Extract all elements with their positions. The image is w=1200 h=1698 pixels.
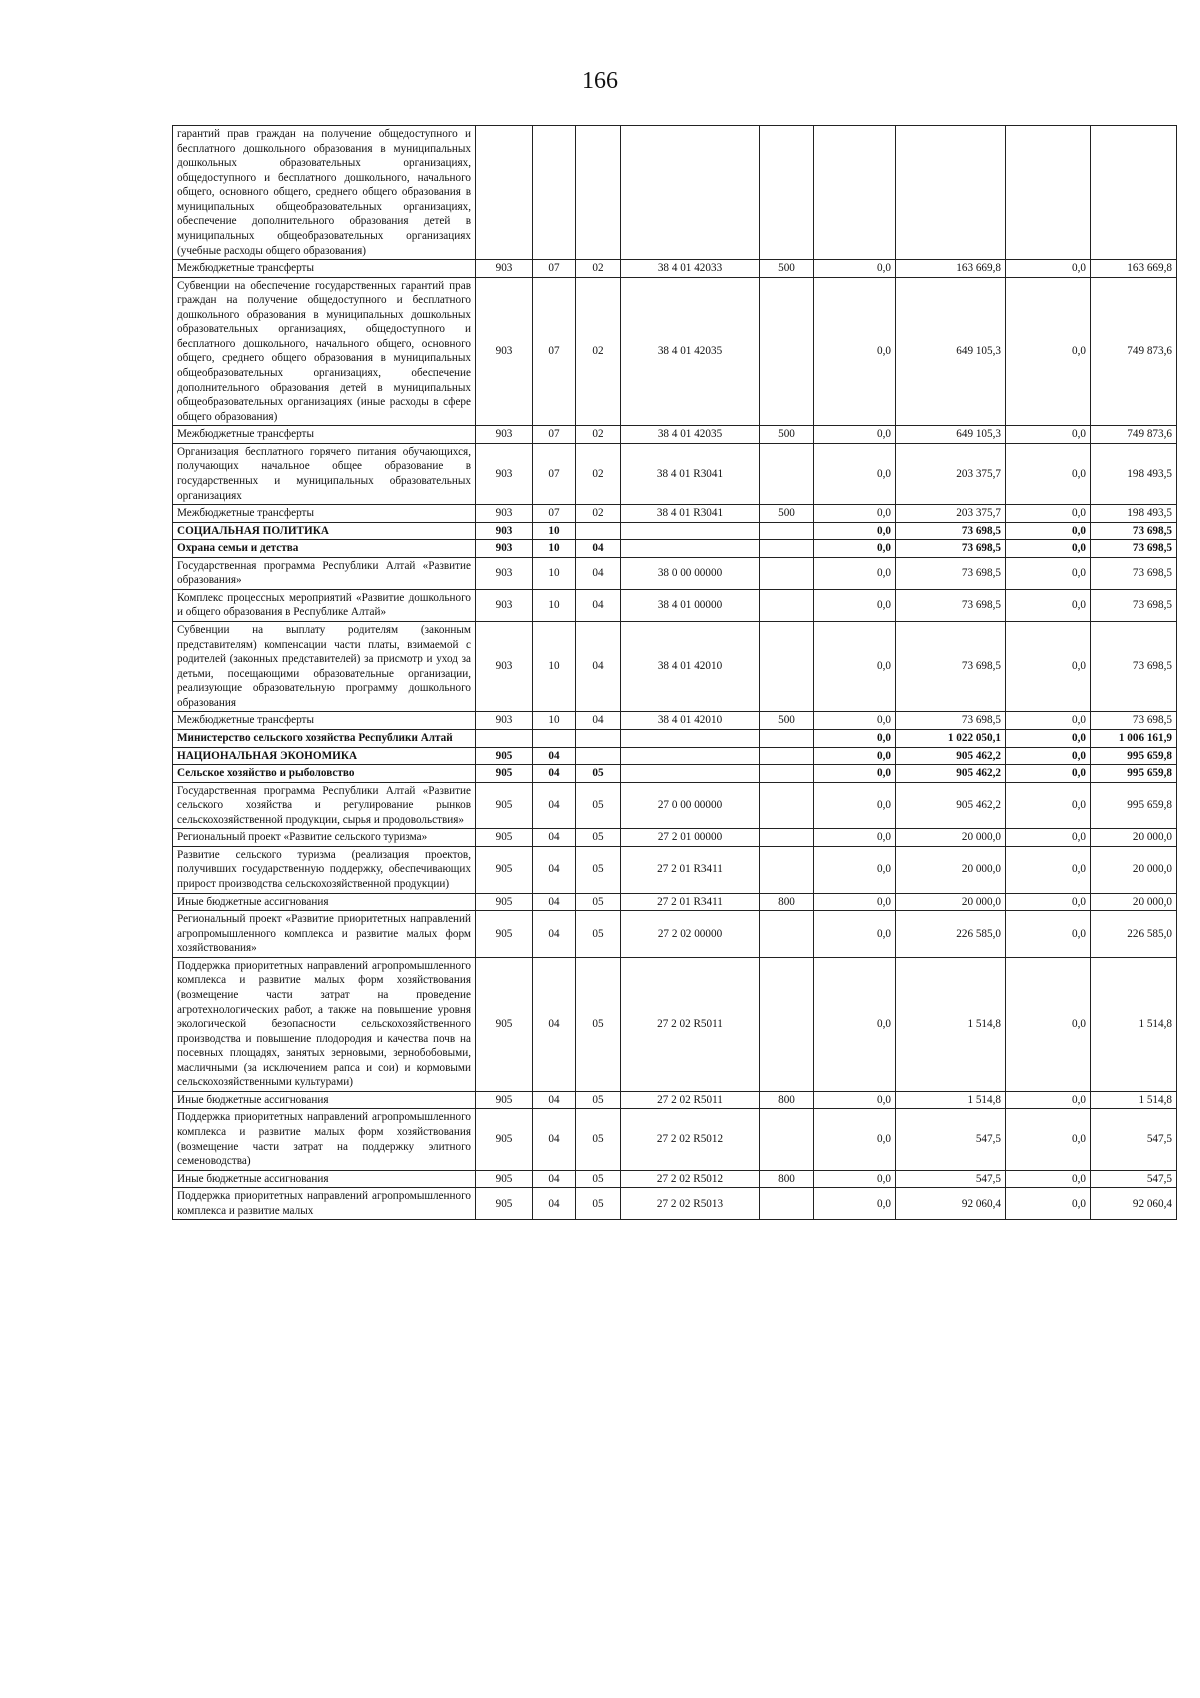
subsection-code-cell [576, 747, 621, 765]
amount-cell-1: 0,0 [814, 1109, 896, 1170]
section-code-cell: 07 [533, 260, 576, 278]
subsection-code-cell: 05 [576, 1109, 621, 1170]
expense-type-cell [760, 911, 814, 958]
amount-cell-4: 20 000,0 [1091, 846, 1177, 893]
amount-cell-4: 92 060,4 [1091, 1188, 1177, 1220]
amount-cell-2: 73 698,5 [896, 589, 1006, 621]
amount-cell-2: 73 698,5 [896, 622, 1006, 712]
target-article-cell: 38 4 01 42035 [621, 426, 760, 444]
section-code-cell: 04 [533, 957, 576, 1091]
expense-type-cell [760, 277, 814, 426]
row-name-cell: Иные бюджетные ассигнования [173, 893, 476, 911]
subsection-code-cell: 05 [576, 1091, 621, 1109]
target-article-cell [621, 522, 760, 540]
amount-cell-1: 0,0 [814, 557, 896, 589]
amount-cell-3: 0,0 [1006, 765, 1091, 783]
amount-cell-4: 73 698,5 [1091, 622, 1177, 712]
ministry-code-cell: 905 [476, 957, 533, 1091]
amount-cell-4: 20 000,0 [1091, 893, 1177, 911]
section-code-cell: 04 [533, 911, 576, 958]
expense-type-cell: 500 [760, 260, 814, 278]
amount-cell-4: 1 514,8 [1091, 1091, 1177, 1109]
subsection-code-cell [576, 729, 621, 747]
ministry-code-cell: 905 [476, 1170, 533, 1188]
target-article-cell [621, 747, 760, 765]
table-row [173, 911, 1177, 958]
row-name-cell: Региональный проект «Развитие приоритетных направлений агропромышленного комплекса и развитие малых форм хозяйствования» [173, 911, 476, 958]
amount-cell-4: 20 000,0 [1091, 829, 1177, 847]
row-name-cell: Организация бесплатного горячего питания обучающихся, получающих начальное общее образование в государственных и муниципальных образовательных организациях [173, 443, 476, 504]
amount-cell-4: 226 585,0 [1091, 911, 1177, 958]
target-article-cell: 27 2 02 R5012 [621, 1170, 760, 1188]
section-code-cell: 10 [533, 522, 576, 540]
table-row [173, 747, 1177, 765]
expense-type-cell: 500 [760, 426, 814, 444]
section-code-cell: 04 [533, 893, 576, 911]
row-name-cell: Иные бюджетные ассигнования [173, 1091, 476, 1109]
expense-type-cell [760, 126, 814, 260]
ministry-code-cell: 905 [476, 747, 533, 765]
ministry-code-cell: 903 [476, 505, 533, 523]
expense-type-cell [760, 829, 814, 847]
amount-cell-3 [1006, 126, 1091, 260]
amount-cell-4 [1091, 126, 1177, 260]
amount-cell-1: 0,0 [814, 622, 896, 712]
amount-cell-2: 92 060,4 [896, 1188, 1006, 1220]
amount-cell-2: 905 462,2 [896, 782, 1006, 829]
section-code-cell: 04 [533, 747, 576, 765]
row-name-cell: Межбюджетные трансферты [173, 505, 476, 523]
table-row [173, 846, 1177, 893]
subsection-code-cell: 04 [576, 557, 621, 589]
page-number: 166 [582, 68, 618, 94]
amount-cell-1: 0,0 [814, 589, 896, 621]
subsection-code-cell [576, 126, 621, 260]
amount-cell-3: 0,0 [1006, 782, 1091, 829]
amount-cell-4: 73 698,5 [1091, 589, 1177, 621]
amount-cell-1: 0,0 [814, 712, 896, 730]
amount-cell-2: 649 105,3 [896, 426, 1006, 444]
amount-cell-3: 0,0 [1006, 712, 1091, 730]
row-name-cell: Межбюджетные трансферты [173, 260, 476, 278]
ministry-code-cell: 903 [476, 712, 533, 730]
target-article-cell [621, 540, 760, 558]
section-code-cell [533, 126, 576, 260]
target-article-cell: 27 2 02 R5011 [621, 957, 760, 1091]
amount-cell-2: 1 022 050,1 [896, 729, 1006, 747]
subsection-code-cell: 04 [576, 540, 621, 558]
row-name-cell: Поддержка приоритетных направлений агропромышленного комплекса и развитие малых [173, 1188, 476, 1220]
row-name-cell: Комплекс процессных мероприятий «Развитие дошкольного и общего образования в Республике Алтай» [173, 589, 476, 621]
ministry-code-cell: 903 [476, 443, 533, 504]
subsection-code-cell: 05 [576, 1170, 621, 1188]
ministry-code-cell: 905 [476, 893, 533, 911]
table-row [173, 426, 1177, 444]
ministry-code-cell: 903 [476, 260, 533, 278]
amount-cell-2: 649 105,3 [896, 277, 1006, 426]
table-row [173, 765, 1177, 783]
amount-cell-3: 0,0 [1006, 505, 1091, 523]
row-name-cell: Государственная программа Республики Алтай «Развитие сельского хозяйства и регулирование рынков сельскохозяйственной продукции, сырья и продовольствия» [173, 782, 476, 829]
subsection-code-cell: 05 [576, 893, 621, 911]
row-name-cell: Государственная программа Республики Алтай «Развитие образования» [173, 557, 476, 589]
target-article-cell: 38 4 01 42035 [621, 277, 760, 426]
amount-cell-2: 73 698,5 [896, 712, 1006, 730]
amount-cell-4: 547,5 [1091, 1109, 1177, 1170]
amount-cell-2: 20 000,0 [896, 846, 1006, 893]
amount-cell-1: 0,0 [814, 747, 896, 765]
section-code-cell: 04 [533, 765, 576, 783]
target-article-cell: 38 4 01 42010 [621, 712, 760, 730]
ministry-code-cell: 905 [476, 1188, 533, 1220]
row-name-cell: Межбюджетные трансферты [173, 712, 476, 730]
section-code-cell: 10 [533, 712, 576, 730]
amount-cell-1: 0,0 [814, 260, 896, 278]
target-article-cell: 27 2 01 R3411 [621, 846, 760, 893]
expense-type-cell [760, 1188, 814, 1220]
subsection-code-cell: 05 [576, 1188, 621, 1220]
table-row [173, 1188, 1177, 1220]
ministry-code-cell: 905 [476, 911, 533, 958]
table-row [173, 1091, 1177, 1109]
amount-cell-4: 198 493,5 [1091, 505, 1177, 523]
expense-type-cell [760, 782, 814, 829]
ministry-code-cell: 905 [476, 829, 533, 847]
ministry-code-cell: 903 [476, 277, 533, 426]
amount-cell-1: 0,0 [814, 782, 896, 829]
row-name-cell: Развитие сельского туризма (реализация проектов, получивших государственную поддержку, обеспечивающих прирост производства сельскохозяйственной продукции) [173, 846, 476, 893]
subsection-code-cell: 02 [576, 426, 621, 444]
amount-cell-4: 198 493,5 [1091, 443, 1177, 504]
amount-cell-4: 1 006 161,9 [1091, 729, 1177, 747]
table-row [173, 1109, 1177, 1170]
amount-cell-1: 0,0 [814, 911, 896, 958]
table-row [173, 126, 1177, 260]
target-article-cell: 38 4 01 00000 [621, 589, 760, 621]
amount-cell-2: 20 000,0 [896, 829, 1006, 847]
target-article-cell: 38 4 01 R3041 [621, 505, 760, 523]
amount-cell-2: 905 462,2 [896, 747, 1006, 765]
amount-cell-3: 0,0 [1006, 443, 1091, 504]
expense-type-cell [760, 557, 814, 589]
expense-type-cell [760, 846, 814, 893]
target-article-cell: 27 2 01 R3411 [621, 893, 760, 911]
row-name-cell: Межбюджетные трансферты [173, 426, 476, 444]
row-name-cell: Сельское хозяйство и рыболовство [173, 765, 476, 783]
amount-cell-4: 1 514,8 [1091, 957, 1177, 1091]
amount-cell-3: 0,0 [1006, 522, 1091, 540]
amount-cell-2: 20 000,0 [896, 893, 1006, 911]
section-code-cell: 10 [533, 622, 576, 712]
amount-cell-1: 0,0 [814, 765, 896, 783]
section-code-cell: 04 [533, 1109, 576, 1170]
amount-cell-3: 0,0 [1006, 747, 1091, 765]
table-row [173, 540, 1177, 558]
amount-cell-2: 163 669,8 [896, 260, 1006, 278]
amount-cell-2: 73 698,5 [896, 557, 1006, 589]
subsection-code-cell: 05 [576, 829, 621, 847]
row-name-cell: Субвенции на выплату родителям (законным представителям) компенсации части платы, взимаемой с родителей (законных представителей) за присмотр и уход за детьми, посещающими образовательные организации, реализующие образовательную программу дошкольного образования [173, 622, 476, 712]
table-row [173, 622, 1177, 712]
ministry-code-cell: 903 [476, 622, 533, 712]
amount-cell-3: 0,0 [1006, 277, 1091, 426]
subsection-code-cell: 02 [576, 260, 621, 278]
table-row [173, 893, 1177, 911]
amount-cell-1: 0,0 [814, 957, 896, 1091]
amount-cell-3: 0,0 [1006, 1170, 1091, 1188]
budget-table [172, 125, 1177, 1220]
amount-cell-1: 0,0 [814, 893, 896, 911]
subsection-code-cell: 02 [576, 443, 621, 504]
amount-cell-2: 203 375,7 [896, 443, 1006, 504]
table-row [173, 1170, 1177, 1188]
subsection-code-cell: 04 [576, 622, 621, 712]
amount-cell-2 [896, 126, 1006, 260]
section-code-cell: 07 [533, 426, 576, 444]
amount-cell-1: 0,0 [814, 505, 896, 523]
amount-cell-4: 73 698,5 [1091, 712, 1177, 730]
target-article-cell [621, 765, 760, 783]
ministry-code-cell: 903 [476, 540, 533, 558]
section-code-cell: 04 [533, 829, 576, 847]
amount-cell-3: 0,0 [1006, 829, 1091, 847]
amount-cell-1: 0,0 [814, 522, 896, 540]
row-name-cell: Охрана семьи и детства [173, 540, 476, 558]
ministry-code-cell: 905 [476, 1109, 533, 1170]
table-row [173, 443, 1177, 504]
row-name-cell: гарантий прав граждан на получение общедоступного и бесплатного дошкольного образования в муниципальных дошкольных образовательных организациях, общедоступного и бесплатного дошкольного, начального общего, основного общего, среднего общего образования в муниципальных общеобразовательных организациях, обеспечение дополнительного образования детей в муниципальных общеобразовательных организациях (учебные расходы общего образования) [173, 126, 476, 260]
amount-cell-2: 73 698,5 [896, 540, 1006, 558]
amount-cell-4: 73 698,5 [1091, 557, 1177, 589]
expense-type-cell [760, 540, 814, 558]
amount-cell-3: 0,0 [1006, 957, 1091, 1091]
amount-cell-3: 0,0 [1006, 260, 1091, 278]
amount-cell-1: 0,0 [814, 829, 896, 847]
row-name-cell: Поддержка приоритетных направлений агропромышленного комплекса и развитие малых форм хозяйствования (возмещение части затрат на поддержку элитного семеноводства) [173, 1109, 476, 1170]
expense-type-cell [760, 747, 814, 765]
subsection-code-cell: 04 [576, 712, 621, 730]
amount-cell-2: 547,5 [896, 1109, 1006, 1170]
amount-cell-3: 0,0 [1006, 1091, 1091, 1109]
amount-cell-3: 0,0 [1006, 893, 1091, 911]
target-article-cell: 27 2 01 00000 [621, 829, 760, 847]
amount-cell-4: 749 873,6 [1091, 426, 1177, 444]
target-article-cell: 38 0 00 00000 [621, 557, 760, 589]
amount-cell-2: 1 514,8 [896, 1091, 1006, 1109]
ministry-code-cell: 905 [476, 846, 533, 893]
amount-cell-4: 995 659,8 [1091, 747, 1177, 765]
amount-cell-3: 0,0 [1006, 557, 1091, 589]
amount-cell-3: 0,0 [1006, 911, 1091, 958]
amount-cell-3: 0,0 [1006, 589, 1091, 621]
amount-cell-1: 0,0 [814, 729, 896, 747]
amount-cell-2: 203 375,7 [896, 505, 1006, 523]
ministry-code-cell [476, 729, 533, 747]
ministry-code-cell: 905 [476, 1091, 533, 1109]
section-code-cell: 07 [533, 277, 576, 426]
table-row [173, 729, 1177, 747]
target-article-cell: 38 4 01 42033 [621, 260, 760, 278]
table-row [173, 829, 1177, 847]
expense-type-cell [760, 622, 814, 712]
amount-cell-1: 0,0 [814, 426, 896, 444]
amount-cell-1: 0,0 [814, 1170, 896, 1188]
row-name-cell: Субвенции на обеспечение государственных гарантий прав граждан на получение общедоступного и бесплатного дошкольного образования в муниципальных дошкольных образовательных организациях, общедоступного и бесплатного дошкольного, начального общего, основного общего, среднего общего образования в муниципальных общеобразовательных организациях, обеспечение дополнительного образования детей в муниципальных общеобразовательных организациях (иные расходы в сфере общего образования) [173, 277, 476, 426]
row-name-cell: СОЦИАЛЬНАЯ ПОЛИТИКА [173, 522, 476, 540]
amount-cell-3: 0,0 [1006, 540, 1091, 558]
table-row [173, 712, 1177, 730]
amount-cell-4: 749 873,6 [1091, 277, 1177, 426]
subsection-code-cell: 05 [576, 765, 621, 783]
subsection-code-cell: 05 [576, 911, 621, 958]
amount-cell-1: 0,0 [814, 1188, 896, 1220]
expense-type-cell [760, 1109, 814, 1170]
row-name-cell: Поддержка приоритетных направлений агропромышленного комплекса и развитие малых форм хозяйствования (возмещение части затрат на проведение агротехнологических работ, а также на повышение уровня экологической безопасности сельскохозяйственного производства и повышение плодородия и качества почв на посевных площадях, занятых зерновыми, зернобобовыми, масличными (за исключением рапса и сои) и кормовыми сельскохозяйственными культурами) [173, 957, 476, 1091]
expense-type-cell: 800 [760, 1170, 814, 1188]
subsection-code-cell: 05 [576, 782, 621, 829]
ministry-code-cell: 903 [476, 589, 533, 621]
table-row [173, 505, 1177, 523]
expense-type-cell [760, 522, 814, 540]
ministry-code-cell: 903 [476, 557, 533, 589]
expense-type-cell [760, 957, 814, 1091]
amount-cell-2: 73 698,5 [896, 522, 1006, 540]
amount-cell-4: 163 669,8 [1091, 260, 1177, 278]
subsection-code-cell [576, 522, 621, 540]
expense-type-cell: 500 [760, 712, 814, 730]
ministry-code-cell: 905 [476, 765, 533, 783]
amount-cell-3: 0,0 [1006, 1109, 1091, 1170]
amount-cell-2: 226 585,0 [896, 911, 1006, 958]
target-article-cell [621, 126, 760, 260]
target-article-cell [621, 729, 760, 747]
amount-cell-3: 0,0 [1006, 846, 1091, 893]
table-row [173, 957, 1177, 1091]
amount-cell-2: 905 462,2 [896, 765, 1006, 783]
section-code-cell: 07 [533, 443, 576, 504]
section-code-cell: 04 [533, 1188, 576, 1220]
section-code-cell: 10 [533, 557, 576, 589]
amount-cell-4: 995 659,8 [1091, 765, 1177, 783]
table-row [173, 557, 1177, 589]
subsection-code-cell: 02 [576, 277, 621, 426]
section-code-cell: 10 [533, 589, 576, 621]
expense-type-cell: 800 [760, 1091, 814, 1109]
target-article-cell: 38 4 01 R3041 [621, 443, 760, 504]
expense-type-cell [760, 729, 814, 747]
section-code-cell: 07 [533, 505, 576, 523]
subsection-code-cell: 05 [576, 957, 621, 1091]
amount-cell-2: 547,5 [896, 1170, 1006, 1188]
table-row [173, 260, 1177, 278]
section-code-cell: 10 [533, 540, 576, 558]
target-article-cell: 27 0 00 00000 [621, 782, 760, 829]
amount-cell-1 [814, 126, 896, 260]
target-article-cell: 27 2 02 R5011 [621, 1091, 760, 1109]
subsection-code-cell: 02 [576, 505, 621, 523]
section-code-cell [533, 729, 576, 747]
expense-type-cell [760, 443, 814, 504]
target-article-cell: 38 4 01 42010 [621, 622, 760, 712]
expense-type-cell: 800 [760, 893, 814, 911]
amount-cell-3: 0,0 [1006, 622, 1091, 712]
subsection-code-cell: 05 [576, 846, 621, 893]
expense-type-cell [760, 589, 814, 621]
target-article-cell: 27 2 02 R5013 [621, 1188, 760, 1220]
row-name-cell: Иные бюджетные ассигнования [173, 1170, 476, 1188]
ministry-code-cell: 905 [476, 782, 533, 829]
section-code-cell: 04 [533, 1091, 576, 1109]
amount-cell-1: 0,0 [814, 1091, 896, 1109]
table-row [173, 782, 1177, 829]
section-code-cell: 04 [533, 846, 576, 893]
amount-cell-1: 0,0 [814, 277, 896, 426]
table-row [173, 589, 1177, 621]
amount-cell-4: 995 659,8 [1091, 782, 1177, 829]
amount-cell-4: 73 698,5 [1091, 540, 1177, 558]
subsection-code-cell: 04 [576, 589, 621, 621]
amount-cell-3: 0,0 [1006, 729, 1091, 747]
target-article-cell: 27 2 02 00000 [621, 911, 760, 958]
table-row [173, 522, 1177, 540]
amount-cell-4: 547,5 [1091, 1170, 1177, 1188]
amount-cell-4: 73 698,5 [1091, 522, 1177, 540]
expense-type-cell: 500 [760, 505, 814, 523]
row-name-cell: Региональный проект «Развитие сельского туризма» [173, 829, 476, 847]
amount-cell-1: 0,0 [814, 443, 896, 504]
target-article-cell: 27 2 02 R5012 [621, 1109, 760, 1170]
row-name-cell: Министерство сельского хозяйства Республики Алтай [173, 729, 476, 747]
ministry-code-cell: 903 [476, 426, 533, 444]
table-row [173, 277, 1177, 426]
amount-cell-3: 0,0 [1006, 1188, 1091, 1220]
amount-cell-2: 1 514,8 [896, 957, 1006, 1091]
row-name-cell: НАЦИОНАЛЬНАЯ ЭКОНОМИКА [173, 747, 476, 765]
section-code-cell: 04 [533, 1170, 576, 1188]
amount-cell-1: 0,0 [814, 540, 896, 558]
amount-cell-3: 0,0 [1006, 426, 1091, 444]
ministry-code-cell [476, 126, 533, 260]
ministry-code-cell: 903 [476, 522, 533, 540]
expense-type-cell [760, 765, 814, 783]
section-code-cell: 04 [533, 782, 576, 829]
amount-cell-1: 0,0 [814, 846, 896, 893]
